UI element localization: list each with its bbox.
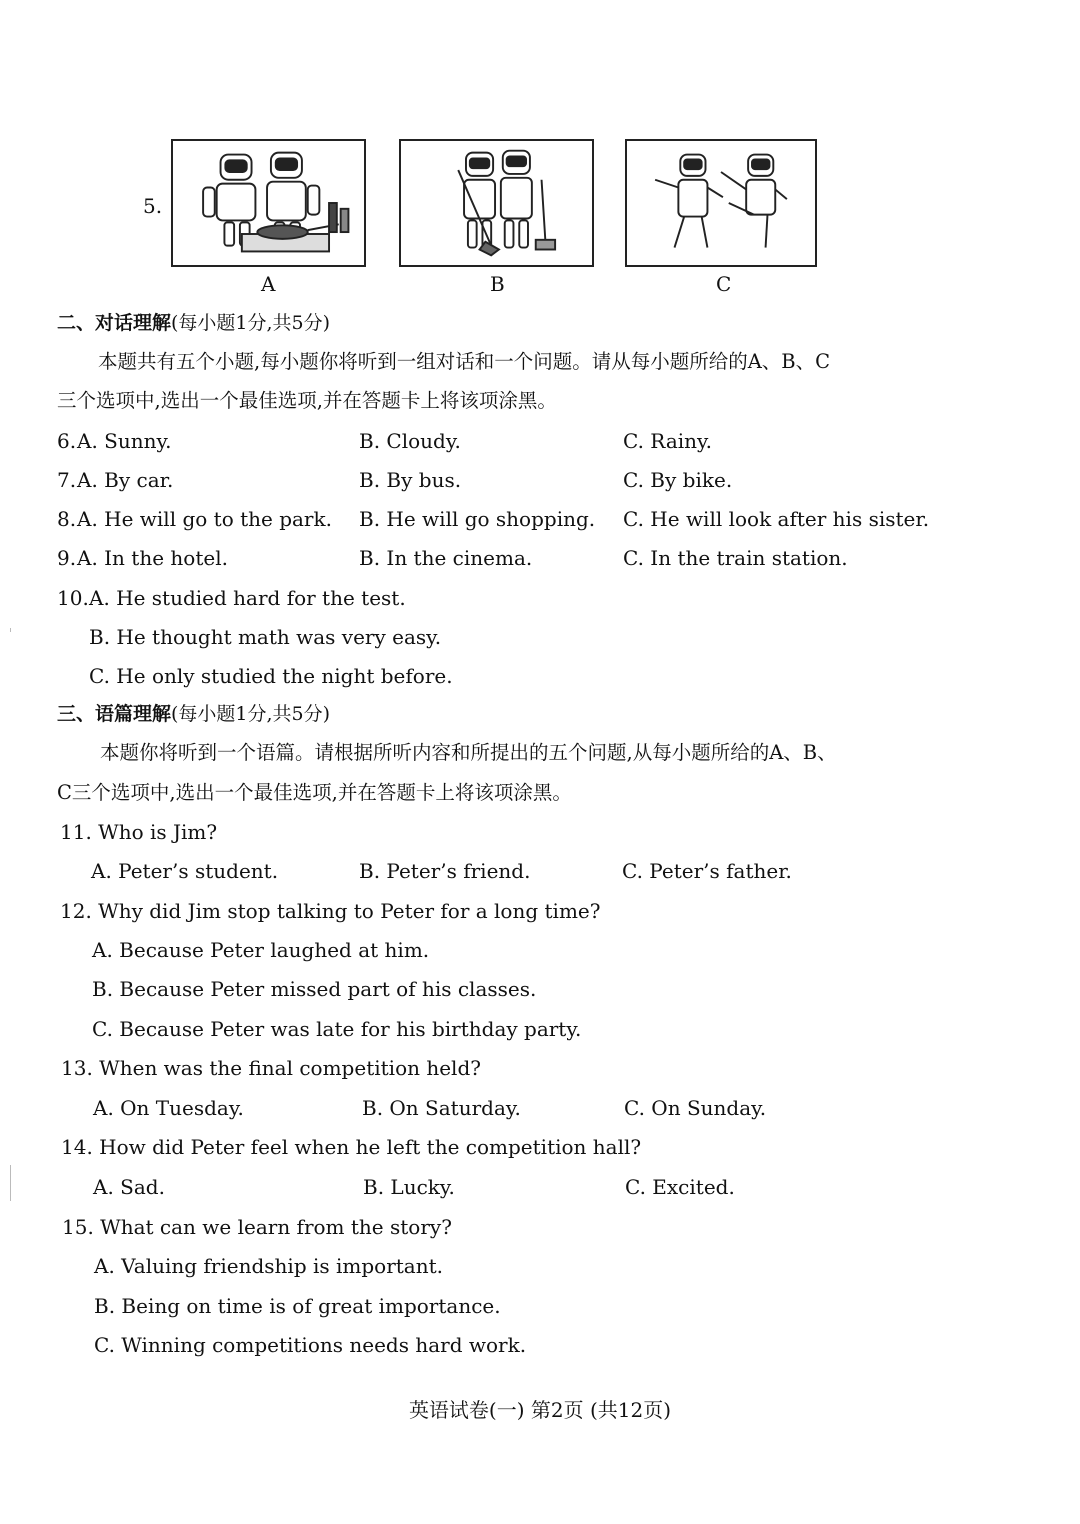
section-3-instruction-line-2: C三个选项中,选出一个最佳选项,并在答题卡上将该项涂黑。 xyxy=(57,781,572,804)
question-13-option-b: B. On Saturday. xyxy=(362,1096,521,1120)
section-3-title: 三、语篇理解 xyxy=(57,703,172,725)
question-14-option-a: A. Sad. xyxy=(93,1175,165,1199)
question-10-number: 10. xyxy=(57,586,89,610)
question-15-option-c: C. Winning competitions needs hard work. xyxy=(94,1333,527,1357)
question-9-number: 9. xyxy=(57,546,77,570)
picture-c-robots-kung-fu xyxy=(625,139,817,267)
section-2-score: (每小题1分,共5分) xyxy=(171,312,331,334)
question-9-option-c: C. In the train station. xyxy=(623,546,848,570)
question-11-option-a: A. Peter’s student. xyxy=(91,859,279,883)
question-8-option-b: B. He will go shopping. xyxy=(359,507,596,531)
question-14-stem: 14. How did Peter feel when he left the competition hall? xyxy=(61,1135,642,1159)
question-11-option-c: C. Peter’s father. xyxy=(622,859,792,883)
section-2-heading xyxy=(57,310,330,336)
question-15-stem: 15. What can we learn from the story? xyxy=(62,1215,452,1239)
question-7-option-a: A. By car. xyxy=(77,468,174,492)
section-2-instruction-line-1: 本题共有五个小题,每小题你将听到一组对话和一个问题。请从每小题所给的A、B、C xyxy=(98,350,831,373)
picture-label-c: C xyxy=(716,272,732,296)
question-6-option-a: A. Sunny. xyxy=(77,429,172,453)
question-5-number: 5. xyxy=(143,194,163,218)
question-11-stem: 11. Who is Jim? xyxy=(60,820,218,844)
question-6-option-b: B. Cloudy. xyxy=(359,429,461,453)
question-12-option-c: C. Because Peter was late for his birthday party. xyxy=(92,1017,582,1041)
picture-b-robots-sweeping xyxy=(399,139,594,267)
question-6-option-c: C. Rainy. xyxy=(623,429,713,453)
picture-a-robots-cooking xyxy=(171,139,366,267)
section-2-instruction-line-2: 三个选项中,选出一个最佳选项,并在答题卡上将该项涂黑。 xyxy=(57,389,557,412)
question-10-option-a: A. He studied hard for the test. xyxy=(89,586,406,610)
binding-mark xyxy=(10,628,11,632)
section-3-score: (每小题1分,共5分) xyxy=(171,703,331,725)
question-9-option-b: B. In the cinema. xyxy=(359,546,533,570)
question-8-option-c: C. He will look after his sister. xyxy=(623,507,930,531)
picture-label-a: A xyxy=(261,272,276,296)
page-footer: 英语试卷(一) 第2页 (共12页) xyxy=(408,1398,672,1422)
binding-mark xyxy=(10,1165,11,1201)
question-9-option-a: A. In the hotel. xyxy=(77,546,228,570)
question-11-option-b: B. Peter’s friend. xyxy=(359,859,531,883)
question-7-option-c: C. By bike. xyxy=(623,468,733,492)
question-13-option-a: A. On Tuesday. xyxy=(93,1096,244,1120)
robots-sweeping-icon xyxy=(401,141,592,265)
picture-label-b: B xyxy=(490,272,505,296)
question-10-option-c: C. He only studied the night before. xyxy=(89,664,453,688)
question-15-option-b: B. Being on time is of great importance. xyxy=(94,1294,501,1318)
question-10-option-b: B. He thought math was very easy. xyxy=(89,625,442,649)
question-8-option-a: A. He will go to the park. xyxy=(77,507,332,531)
question-13-option-c: C. On Sunday. xyxy=(624,1096,767,1120)
section-3-heading xyxy=(57,701,330,727)
question-15-option-a: A. Valuing friendship is important. xyxy=(94,1254,444,1278)
question-13-stem: 13. When was the final competition held? xyxy=(61,1056,481,1080)
question-12-stem: 12. Why did Jim stop talking to Peter for a long time? xyxy=(60,899,601,923)
question-12-option-a: A. Because Peter laughed at him. xyxy=(92,938,430,962)
section-3-instruction-line-1: 本题你将听到一个语篇。请根据所听内容和所提出的五个问题,从每小题所给的A、B、 xyxy=(100,741,837,764)
question-12-option-b: B. Because Peter missed part of his classes. xyxy=(92,977,537,1001)
question-14-option-b: B. Lucky. xyxy=(363,1175,455,1199)
question-6-number: 6. xyxy=(57,429,77,453)
robots-cooking-icon xyxy=(173,141,364,265)
section-2-title: 二、对话理解 xyxy=(57,312,172,334)
question-14-option-c: C. Excited. xyxy=(625,1175,735,1199)
question-7-option-b: B. By bus. xyxy=(359,468,462,492)
robots-kung-fu-icon xyxy=(627,141,815,265)
question-8-number: 8. xyxy=(57,507,77,531)
question-7-number: 7. xyxy=(57,468,77,492)
